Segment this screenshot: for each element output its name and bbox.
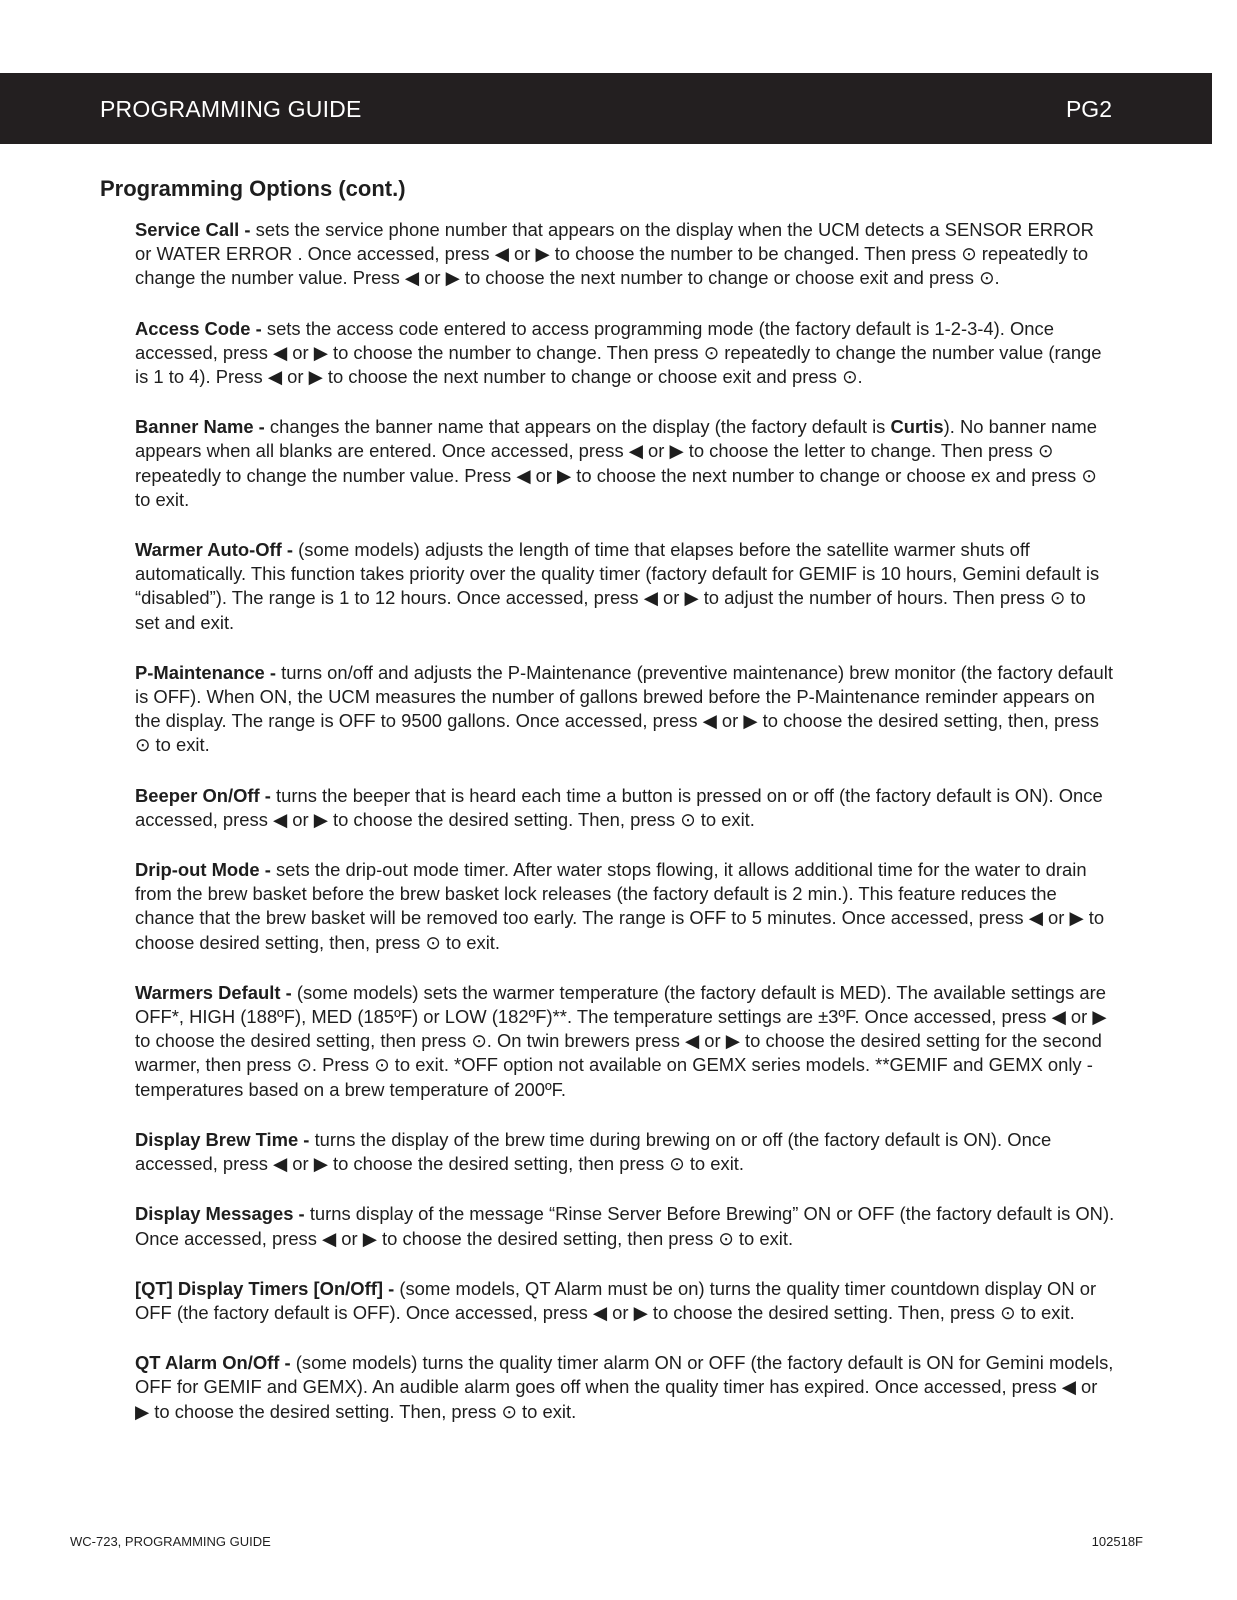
section-heading: Programming Options (cont.)	[100, 176, 406, 201]
option-name: Beeper On/Off -	[135, 784, 271, 806]
option-qt-alarm	[135, 1351, 1115, 1424]
option-name: P-Maintenance -	[135, 661, 277, 683]
option-description: (some models) adjusts the length of time that elapses before the satellite warmer shuts off automatically. This function takes priority over the quality timer (factory default for GEMIF is 10 hours, Gemini default is “disabled”). The range is 1 to 12 hours. Once accessed, press ◀ or ▶ to adjust the number of hours. Then press ⊙ to set and exit.	[135, 539, 1100, 633]
option-name: Warmer Auto-Off -	[135, 539, 294, 561]
option-service-call	[135, 218, 1115, 291]
option-name: [QT] Display Timers [On/Off] -	[135, 1277, 395, 1299]
option-description: turns display of the message “Rinse Server Before Brewing” ON or OFF (the factory default is ON). Once accessed, press ◀ or ▶ to choose the desired setting, then press ⊙ to exit.	[135, 1203, 1115, 1249]
option-name: Banner Name -	[135, 416, 265, 438]
default-banner-name: Curtis	[890, 416, 944, 438]
option-description: sets the drip-out mode timer. After water stops flowing, it allows additional time for the water to drain from the brew basket before the brew basket lock releases (the factory default is 2 min.). This feature reduces the chance that the brew basket will be removed too early. The range is OFF to 5 minutes. Once accessed, press ◀ or ▶ to choose desired setting, then, press ⊙ to exit.	[135, 859, 1105, 953]
footer-document-title: WC-723, PROGRAMMING GUIDE	[70, 1534, 271, 1549]
option-name: Display Brew Time -	[135, 1128, 310, 1150]
option-name: Service Call -	[135, 219, 251, 240]
option-beeper	[135, 784, 1115, 832]
footer-document-code: 102518F	[1091, 1534, 1143, 1549]
option-description: turns the beeper that is heard each time a button is pressed on or off (the factory default is ON). Once accessed, press ◀ or ▶ to choose the desired setting. Then, press ⊙ to exit.	[135, 784, 1103, 830]
option-display-messages	[135, 1202, 1115, 1250]
option-description: (some models) turns the quality timer alarm ON or OFF (the factory default is ON for Gemini models, OFF for GEMIF and GEMX). An audible alarm goes off when the quality timer has expired. Once accessed, press ◀ or ▶ to choose the desired setting. Then, press ⊙ to exit.	[135, 1352, 1114, 1422]
option-description: sets the access code entered to access programming mode (the factory default is 1-2-3-4). Once accessed, press ◀ or ▶ to choose the number to change. Then press ⊙ repeatedly to change the number value (range is 1 to 4). Press ◀ or ▶ to choose the next number to change or choose exit and press ⊙.	[135, 317, 1102, 388]
header-bar	[0, 73, 1212, 144]
option-name: Warmers Default -	[135, 981, 292, 1003]
option-name: Access Code -	[135, 317, 262, 339]
header-page-number: PG2	[1065, 96, 1112, 122]
option-description: sets the service phone number that appears on the display when the UCM detects a SENSOR ERROR or WATER ERROR . Once accessed, press ◀ or ▶ to choose the number to be changed. Then press ⊙ repeatedly to change the number value. Press ◀ or ▶ to choose the next number to change or choose exit and press ⊙.	[135, 219, 1094, 289]
option-warmers-default	[135, 981, 1115, 1102]
option-access-code	[135, 317, 1115, 390]
option-p-maintenance	[135, 661, 1115, 758]
option-description: turns on/off and adjusts the P-Maintenance (preventive maintenance) brew monitor (the factory default is OFF). When ON, the UCM measures the number of gallons brewed before the P-Maintenance reminder appears on the display. The range is OFF to 9500 gallons. Once accessed, press ◀ or ▶ to choose the desired setting, then, press ⊙ to exit.	[135, 661, 1113, 756]
option-description: changes the banner name that appears on the display (the factory default is	[269, 416, 891, 438]
options-list	[135, 218, 1115, 1450]
option-display-brew-time	[135, 1128, 1115, 1176]
option-description-continued: ). No banner name appears when all blanks are entered. Once accessed, press ◀ or ▶ to choose the letter to change. Then press ⊙ repeatedly to change the number value. Press ◀ or ▶ to choose the next number to change or choose ex and press ⊙ to exit.	[135, 416, 1097, 510]
option-name: Display Messages -	[135, 1203, 305, 1225]
option-drip-out-mode	[135, 858, 1115, 955]
option-name: Drip-out Mode -	[135, 859, 271, 881]
option-description: (some models, QT Alarm must be on) turns the quality timer countdown display ON or OFF (the factory default is OFF). Once accessed, press ◀ or ▶ to choose the desired setting. Then, press ⊙ to exit.	[135, 1277, 1097, 1323]
option-description: turns the display of the brew time during brewing on or off (the factory default is ON). Once accessed, press ◀ or ▶ to choose the desired setting, then press ⊙ to exit.	[135, 1128, 1052, 1175]
option-description: (some models) sets the warmer temperature (the factory default is MED). The available settings are OFF*, HIGH (188ºF), MED (185ºF) or LOW (182ºF)**. The temperature settings are ±3ºF. Once accessed, press ◀ or ▶ to choose the desired setting, then press ⊙. On twin brewers press ◀ or ▶ to choose the desired setting for the second warmer, then press ⊙. Press ⊙ to exit. *OFF option not available on GEMX series models. **GEMIF and GEMX only - temperatures based on a brew temperature of 200ºF.	[135, 981, 1107, 1100]
option-qt-display-timers	[135, 1277, 1115, 1325]
option-warmer-auto-off	[135, 538, 1115, 635]
option-banner-name	[135, 415, 1115, 512]
header-title: PROGRAMMING GUIDE	[100, 96, 362, 122]
option-name: QT Alarm On/Off -	[135, 1352, 291, 1374]
